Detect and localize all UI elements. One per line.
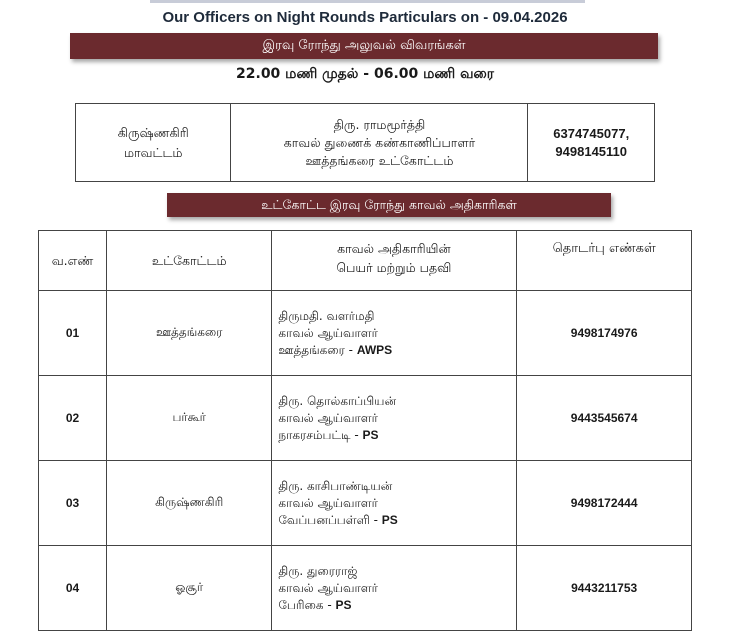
row-phone: 9498172444 bbox=[517, 461, 692, 546]
district-phone-cell bbox=[528, 104, 655, 182]
subdivision-officers-banner: உட்கோட்ட இரவு ரோந்து காவல் அதிகாரிகள் bbox=[167, 193, 611, 217]
station-code: PS bbox=[381, 512, 398, 527]
district-name: கிருஷ்ணகிரி bbox=[117, 124, 189, 140]
header-officer bbox=[272, 231, 517, 291]
header-officer-line2: பெயர் மற்றும் பதவி bbox=[336, 260, 452, 275]
station-code: PS bbox=[335, 597, 352, 612]
district-officer-designation: காவல் துணைக் கண்காணிப்பாளர் bbox=[283, 134, 476, 150]
table-row bbox=[39, 291, 692, 376]
officer-station: பேரிகை - PS bbox=[278, 597, 352, 612]
station-code: PS bbox=[362, 427, 379, 442]
district-officer-row bbox=[76, 104, 655, 182]
row-subdivision: கிருஷ்ணகிரி bbox=[107, 461, 272, 546]
row-subdivision: ஊத்தங்கரை bbox=[107, 291, 272, 376]
officer-name: திரு. தொல்காப்பியன் bbox=[278, 393, 397, 408]
officer-designation: காவல் ஆய்வாளர் bbox=[278, 580, 378, 595]
officer-name: திரு. காசிபாண்டியன் bbox=[278, 478, 393, 493]
officer-designation: காவல் ஆய்வாளர் bbox=[278, 410, 378, 425]
officer-station: நாகரசம்பட்டி - PS bbox=[278, 427, 379, 442]
district-officer-table bbox=[75, 103, 655, 182]
station-name: பேரிகை bbox=[278, 597, 324, 612]
night-rounds-banner: இரவு ரோந்து அலுவல் விவரங்கள் bbox=[70, 33, 658, 59]
station-name: வேப்பனப்பள்ளி bbox=[278, 512, 370, 527]
row-officer bbox=[272, 461, 517, 546]
row-sno: 03 bbox=[39, 461, 107, 546]
row-officer bbox=[272, 376, 517, 461]
header-officer-line1: காவல் அதிகாரியின் bbox=[337, 241, 451, 256]
row-subdivision: ஓசூர் bbox=[107, 546, 272, 631]
district-officer-subdivision: ஊத்தங்கரை உட்கோட்டம் bbox=[305, 152, 454, 168]
district-label: மாவட்டம் bbox=[123, 144, 183, 160]
header-phone: தொடர்பு எண்கள் bbox=[517, 231, 692, 291]
row-phone: 9443545674 bbox=[517, 376, 692, 461]
table-row bbox=[39, 461, 692, 546]
officer-station: வேப்பனப்பள்ளி - PS bbox=[278, 512, 398, 527]
header-subdivision: உட்கோட்டம் bbox=[107, 231, 272, 291]
table-row bbox=[39, 546, 692, 631]
officers-table bbox=[38, 230, 692, 631]
row-sno: 01 bbox=[39, 291, 107, 376]
row-phone: 9443211753 bbox=[517, 546, 692, 631]
station-name: ஊத்தங்கரை bbox=[278, 342, 345, 357]
top-divider bbox=[150, 0, 585, 3]
page-title: Our Officers on Night Rounds Particulars on - 09.04.2026 bbox=[162, 9, 568, 26]
district-phone-2: 9498145110 bbox=[555, 143, 628, 159]
station-code: AWPS bbox=[356, 342, 393, 357]
officer-name: திரு. துரைராஜ் bbox=[278, 563, 358, 578]
district-officer-name: திரு. ராமமூர்த்தி bbox=[333, 116, 426, 132]
officer-name: திருமதி. வளர்மதி bbox=[278, 308, 375, 323]
table-row bbox=[39, 376, 692, 461]
officer-station: ஊத்தங்கரை - AWPS bbox=[278, 342, 393, 357]
row-subdivision: பர்கூர் bbox=[107, 376, 272, 461]
row-officer bbox=[272, 291, 517, 376]
header-sno: வ.எண் bbox=[39, 231, 107, 291]
table-header-row bbox=[39, 231, 692, 291]
timing-text: 22.00 மணி முதல் - 06.00 மணி வரை bbox=[236, 66, 494, 82]
row-sno: 02 bbox=[39, 376, 107, 461]
station-name: நாகரசம்பட்டி bbox=[278, 427, 351, 442]
officer-designation: காவல் ஆய்வாளர் bbox=[278, 325, 378, 340]
district-cell bbox=[76, 104, 231, 182]
row-officer bbox=[272, 546, 517, 631]
district-phone-1: 6374745077, bbox=[553, 125, 630, 141]
row-phone: 9498174976 bbox=[517, 291, 692, 376]
row-sno: 04 bbox=[39, 546, 107, 631]
district-officer-cell bbox=[231, 104, 528, 182]
officer-designation: காவல் ஆய்வாளர் bbox=[278, 495, 378, 510]
